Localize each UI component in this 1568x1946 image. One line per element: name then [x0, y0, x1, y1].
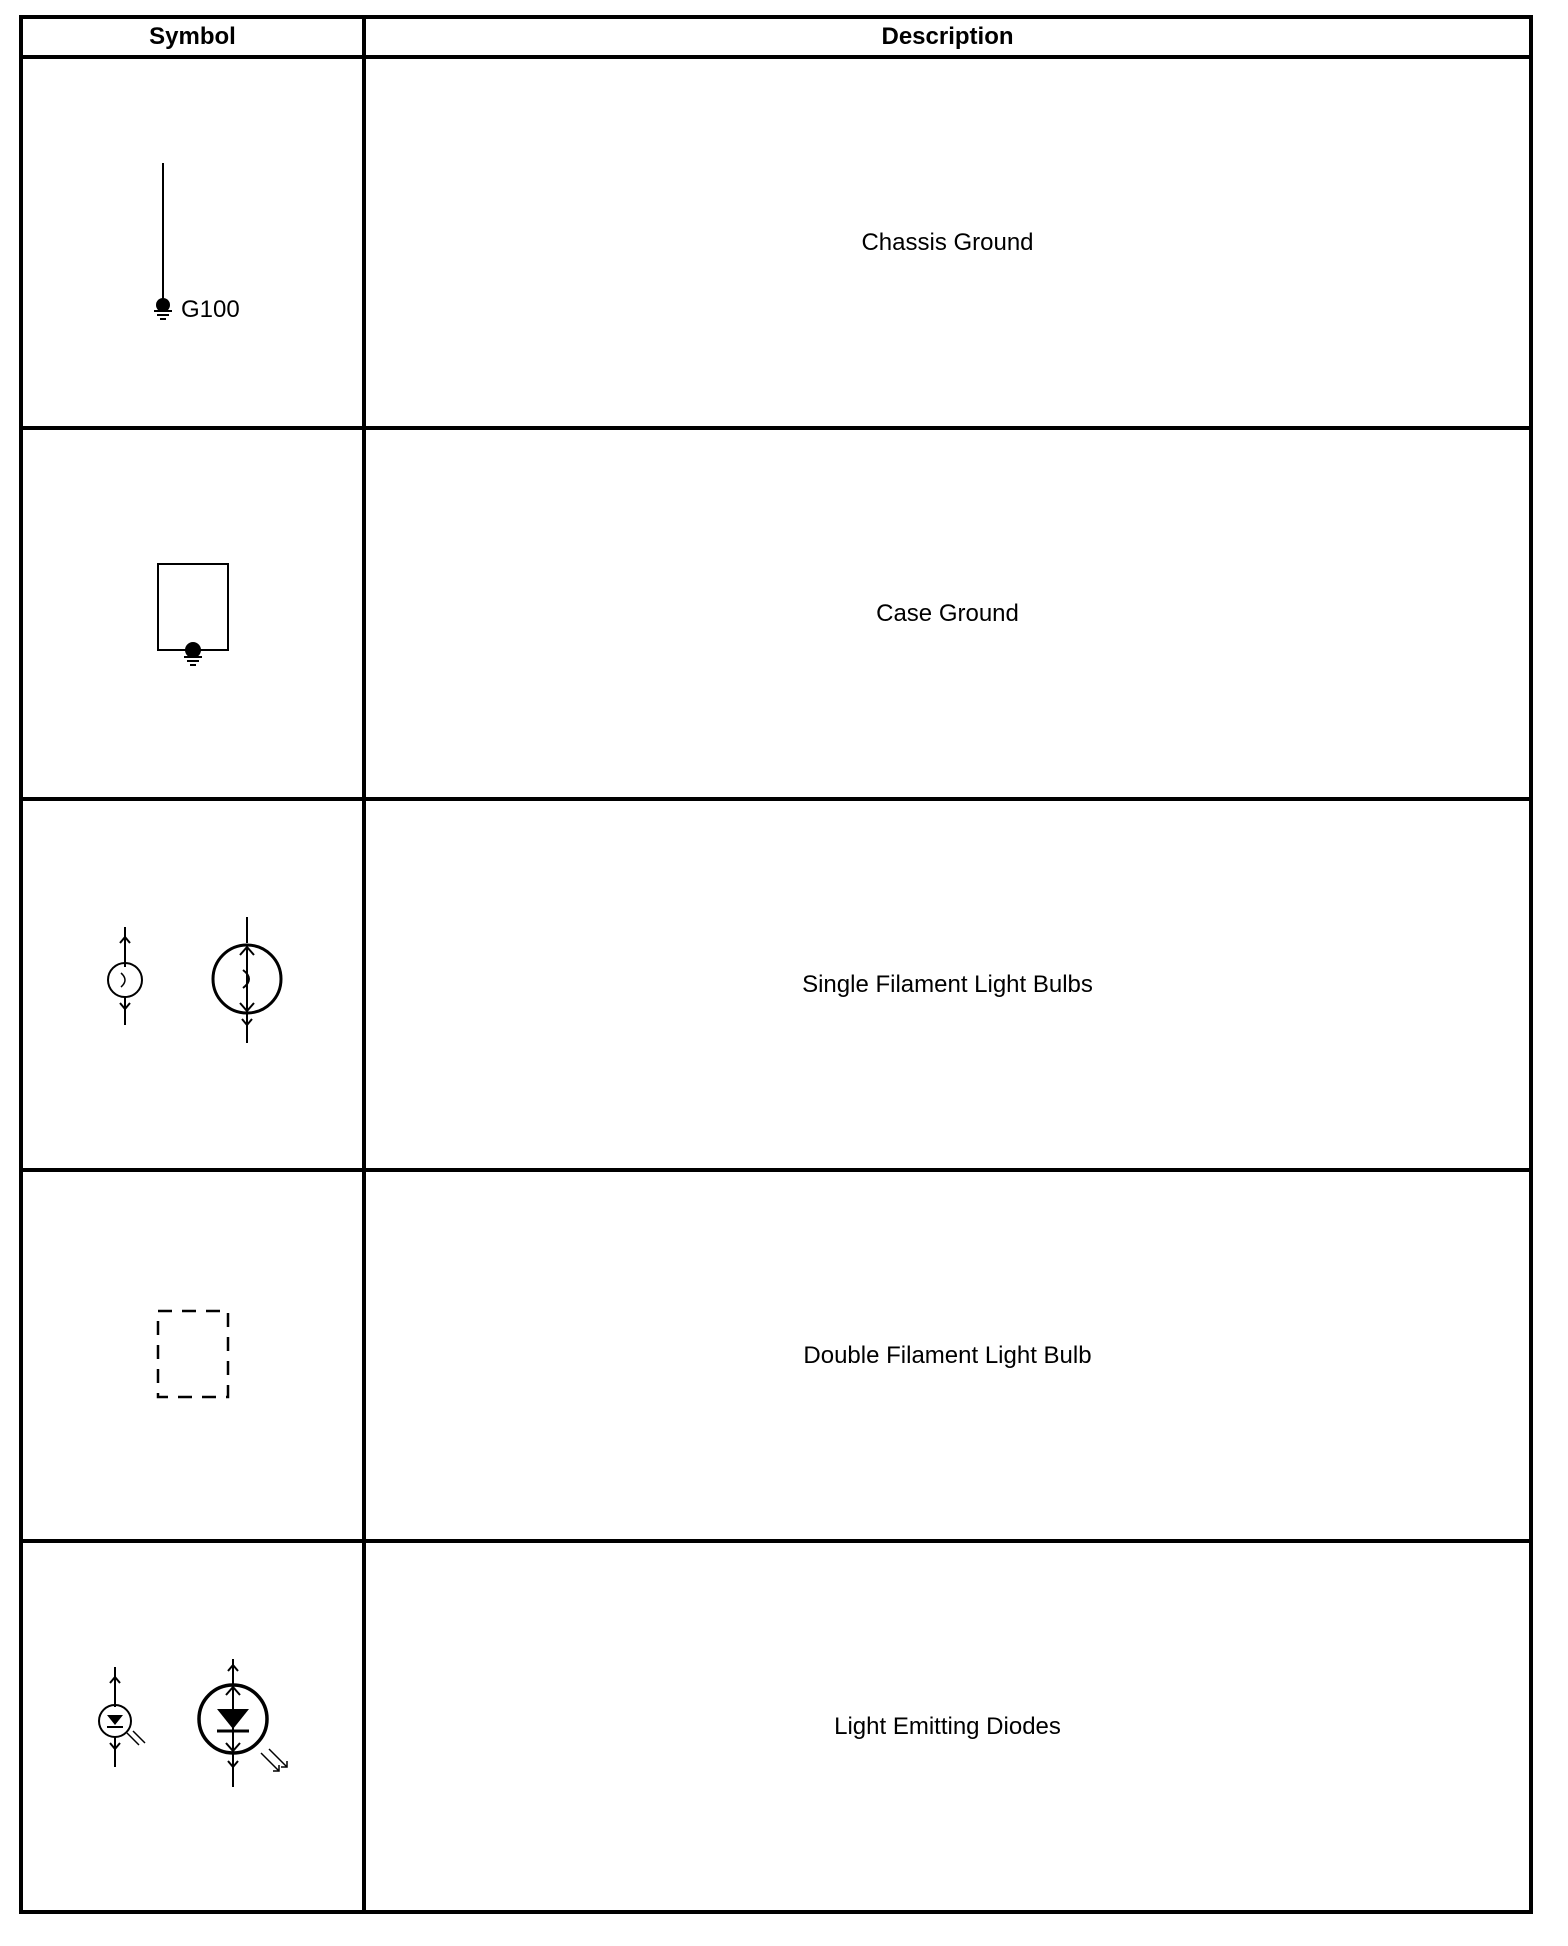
symbol-cell: [21, 1170, 364, 1541]
table-row: [21, 799, 1531, 1170]
header-row: [21, 17, 1531, 57]
description-text: Chassis Ground: [861, 228, 1034, 256]
description-text: Case Ground: [876, 599, 1019, 627]
double-filament-bulb-icon: [143, 1301, 243, 1411]
symbol-cell: [21, 428, 364, 799]
table-row: [21, 57, 1531, 428]
single-filament-bulb-icon: [93, 915, 293, 1055]
description-header: Description: [364, 17, 1531, 57]
chassis-ground-icon: [133, 153, 253, 333]
table-row: [21, 428, 1531, 799]
description-cell: [364, 57, 1531, 428]
description-cell: [364, 799, 1531, 1170]
symbol-cell: [21, 799, 364, 1170]
table-row: [21, 1541, 1531, 1912]
symbol-header: Symbol: [21, 17, 364, 57]
symbol-table: [19, 15, 1533, 1914]
description-cell: [364, 1170, 1531, 1541]
description-cell: [364, 428, 1531, 799]
symbol-cell: [21, 1541, 364, 1912]
symbol-cell: [21, 57, 364, 428]
case-ground-icon: [143, 554, 243, 674]
table-row: [21, 1170, 1531, 1541]
description-cell: [364, 1541, 1531, 1912]
description-text: Double Filament Light Bulb: [803, 1341, 1092, 1369]
ground-label: G100: [180, 295, 240, 323]
led-icon: [83, 1657, 303, 1797]
description-text: Light Emitting Diodes: [834, 1712, 1061, 1740]
description-text: Single Filament Light Bulbs: [802, 970, 1093, 998]
